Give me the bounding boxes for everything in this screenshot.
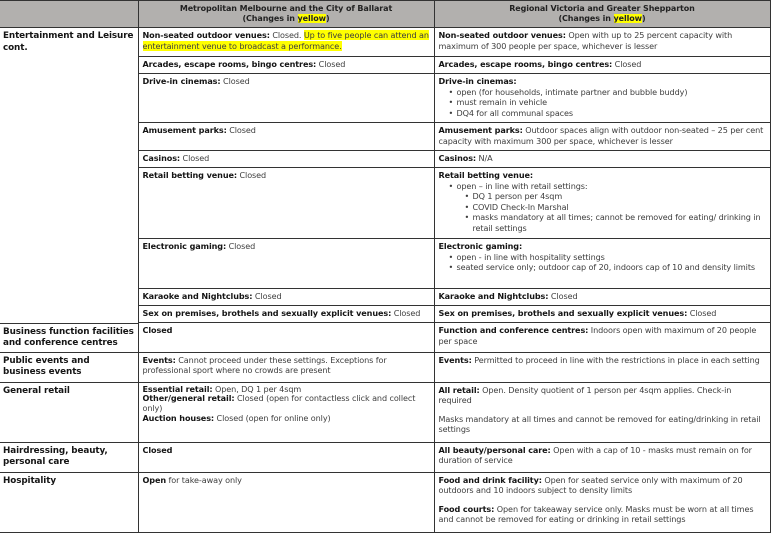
metro-value: Closed bbox=[237, 170, 267, 180]
metro-label: Non-seated outdoor venues: bbox=[142, 30, 270, 40]
metro-label: Karaoke and Nightclubs: bbox=[142, 291, 253, 301]
table-row bbox=[0, 323, 770, 352]
regional-value: Closed bbox=[548, 291, 578, 301]
metro-line bbox=[143, 414, 431, 424]
regional-value: Outdoor spaces align with outdoor non-seated – 25 per cent capacity with maximum 300 per space, whichever is lesser bbox=[438, 125, 764, 146]
regional-cell bbox=[434, 472, 770, 532]
table-row bbox=[0, 472, 770, 532]
metro-label: Closed bbox=[142, 444, 173, 455]
regional-value: Open. Density quotient of 1 person per 4sqm applies. Check-in required bbox=[438, 384, 732, 406]
header-regional-sub-post: ) bbox=[641, 14, 646, 24]
bullet-list bbox=[439, 252, 767, 273]
metro-label: Electronic gaming: bbox=[142, 241, 227, 251]
regional-label: Food courts: bbox=[438, 503, 495, 514]
category-hairdressing: Hairdressing, beauty, personal care bbox=[0, 442, 138, 472]
metro-value: Closed bbox=[316, 59, 346, 69]
regional-label: Function and conference centres: bbox=[438, 325, 589, 335]
regional-cell bbox=[434, 352, 770, 382]
bullet-list bbox=[439, 181, 767, 234]
metro-cell bbox=[138, 352, 434, 382]
regional-label: Casinos: bbox=[438, 153, 477, 163]
header-metro-sub-highlight: yellow bbox=[297, 14, 326, 24]
metro-cell bbox=[138, 57, 434, 74]
header-category bbox=[0, 1, 138, 28]
regional-label: Sex on premises, brothels and sexually explicit venues: bbox=[438, 308, 688, 318]
header-row bbox=[0, 1, 770, 28]
metro-value: Closed (open for contactless click and collect only) bbox=[142, 393, 416, 414]
metro-cell bbox=[138, 306, 434, 323]
category-entertainment: Entertainment and Leisure cont. bbox=[0, 28, 138, 324]
metro-highlight: Up to five people can attend an entertainment venue to broadcast a performance. bbox=[142, 30, 429, 51]
category-business: Business function facilities and conference centres bbox=[0, 323, 138, 352]
regional-cell bbox=[434, 306, 770, 323]
header-metro-sub bbox=[142, 14, 431, 24]
metro-value: Cannot proceed under these settings. Exceptions for professional sport where no crowds are present bbox=[142, 354, 387, 376]
bullet-item: • must remain in vehicle bbox=[457, 97, 767, 108]
metro-cell bbox=[138, 151, 434, 168]
metro-cell bbox=[138, 323, 434, 352]
bullet-item: • DQ4 for all communal spaces bbox=[457, 108, 767, 119]
regional-label: Electronic gaming: bbox=[438, 241, 523, 251]
regional-value: Open for seated service only with maximum of 20 outdoors and 10 indoors subject to density limits bbox=[438, 474, 743, 496]
regional-value: Open for takeaway service only. Masks must be worn at all times and cannot be removed for eating or drinking in retail settings bbox=[438, 503, 754, 525]
regional-value: N/A bbox=[476, 153, 493, 163]
regional-line bbox=[439, 475, 767, 496]
metro-cell bbox=[138, 123, 434, 151]
table-row bbox=[0, 28, 770, 57]
table-row bbox=[0, 382, 770, 442]
metro-value: Closed bbox=[226, 241, 256, 251]
regional-line bbox=[439, 385, 767, 406]
table-row bbox=[0, 442, 770, 472]
regional-label: Food and drink facility: bbox=[438, 474, 542, 485]
metro-cell bbox=[138, 28, 434, 57]
bullet-item: • open - in line with hospitality settings bbox=[457, 252, 767, 263]
metro-cell bbox=[138, 472, 434, 532]
sub-bullet-list bbox=[457, 191, 767, 233]
bullet-item: • seated service only; outdoor cap of 20, indoors cap of 10 and density limits bbox=[457, 262, 767, 273]
metro-cell bbox=[138, 442, 434, 472]
metro-value: Closed bbox=[180, 153, 210, 163]
metro-label: Arcades, escape rooms, bingo centres: bbox=[142, 59, 317, 69]
metro-label: Essential retail: bbox=[142, 383, 213, 394]
regional-cell bbox=[434, 28, 770, 57]
regional-label: Drive-in cinemas: bbox=[438, 76, 517, 86]
metro-label: Auction houses: bbox=[142, 412, 215, 423]
regional-cell bbox=[434, 289, 770, 306]
bullet-text: open – in line with retail settings: bbox=[456, 180, 588, 191]
header-metro-title: Metropolitan Melbourne and the City of Ballarat bbox=[179, 4, 393, 13]
regional-label: Karaoke and Nightclubs: bbox=[438, 291, 549, 301]
regional-label: Non-seated outdoor venues: bbox=[438, 30, 566, 40]
regional-label: Retail betting venue: bbox=[438, 170, 534, 180]
regional-label: All retail: bbox=[438, 384, 480, 395]
bullet-item bbox=[457, 181, 767, 234]
regional-value: Indoors open with maximum of 20 people per space bbox=[438, 325, 757, 346]
sub-bullet-item: • DQ 1 person per 4sqm bbox=[473, 191, 767, 202]
regional-cell bbox=[434, 239, 770, 289]
metro-value: Closed (open for online only) bbox=[214, 412, 331, 423]
header-regional-sub-highlight: yellow bbox=[613, 14, 642, 24]
metro-label: Events: bbox=[142, 354, 176, 365]
header-regional-title: Regional Victoria and Greater Shepparton bbox=[509, 4, 695, 13]
regional-line bbox=[439, 504, 767, 525]
header-regional bbox=[434, 1, 770, 28]
metro-value: Closed bbox=[391, 308, 421, 318]
regional-cell bbox=[434, 168, 770, 239]
header-metro-sub-pre: (Changes in bbox=[242, 14, 298, 24]
regional-value: Closed bbox=[687, 308, 717, 318]
regional-cell bbox=[434, 123, 770, 151]
table-row bbox=[0, 352, 770, 382]
regional-cell bbox=[434, 382, 770, 442]
metro-value: Closed. bbox=[269, 30, 304, 40]
regional-cell bbox=[434, 442, 770, 472]
regional-label: Arcades, escape rooms, bingo centres: bbox=[438, 59, 613, 69]
metro-cell bbox=[138, 289, 434, 306]
metro-label: Amusement parks: bbox=[142, 125, 227, 135]
header-metro-sub-post: ) bbox=[325, 14, 330, 24]
metro-label: Closed bbox=[142, 325, 173, 335]
bullet-list bbox=[439, 87, 767, 119]
metro-label: Retail betting venue: bbox=[142, 170, 238, 180]
metro-cell bbox=[138, 239, 434, 289]
metro-value: Closed bbox=[226, 125, 256, 135]
metro-value: Closed bbox=[220, 76, 250, 86]
metro-line bbox=[143, 394, 431, 414]
regional-cell bbox=[434, 151, 770, 168]
metro-value: Closed bbox=[252, 291, 282, 301]
metro-label: Other/general retail: bbox=[142, 393, 235, 404]
regional-value: Permitted to proceed in line with the restrictions in place in each setting bbox=[471, 354, 760, 365]
regional-label: Amusement parks: bbox=[438, 125, 523, 135]
sub-bullet-item: • masks mandatory at all times; cannot be removed for eating/ drinking in retail settings bbox=[473, 212, 767, 233]
regional-label: Events: bbox=[438, 354, 472, 365]
category-public-events: Public events and business events bbox=[0, 352, 138, 382]
metro-cell bbox=[138, 74, 434, 123]
metro-value: Open, DQ 1 per 4sqm bbox=[212, 383, 302, 394]
metro-label: Sex on premises, brothels and sexually explicit venues: bbox=[142, 308, 392, 318]
metro-label: Open bbox=[142, 474, 167, 485]
metro-value: for take-away only bbox=[166, 474, 242, 485]
regional-value: Closed bbox=[612, 59, 642, 69]
metro-label: Casinos: bbox=[142, 153, 181, 163]
regional-cell bbox=[434, 57, 770, 74]
regional-value: Open with a cap of 10 - masks must remain on for duration of service bbox=[438, 444, 752, 466]
header-regional-sub-pre: (Changes in bbox=[558, 14, 614, 24]
regional-note: Masks mandatory at all times and cannot be removed for eating/drinking in retail settings bbox=[438, 413, 761, 435]
metro-cell bbox=[138, 382, 434, 442]
metro-cell bbox=[138, 168, 434, 239]
sub-bullet-item: • COVID Check-In Marshal bbox=[473, 202, 767, 213]
header-regional-sub bbox=[438, 14, 767, 24]
category-hospitality: Hospitality bbox=[0, 472, 138, 532]
regional-cell bbox=[434, 323, 770, 352]
regional-value: Open with up to 25 percent capacity with maximum of 300 people per space, whichever is lesser bbox=[438, 30, 733, 51]
regional-cell bbox=[434, 74, 770, 123]
bullet-item: • open (for households, intimate partner and bubble buddy) bbox=[457, 87, 767, 98]
regional-label: All beauty/personal care: bbox=[438, 444, 551, 455]
category-general-retail: General retail bbox=[0, 382, 138, 442]
header-metro bbox=[138, 1, 434, 28]
metro-label: Drive-in cinemas: bbox=[142, 76, 221, 86]
